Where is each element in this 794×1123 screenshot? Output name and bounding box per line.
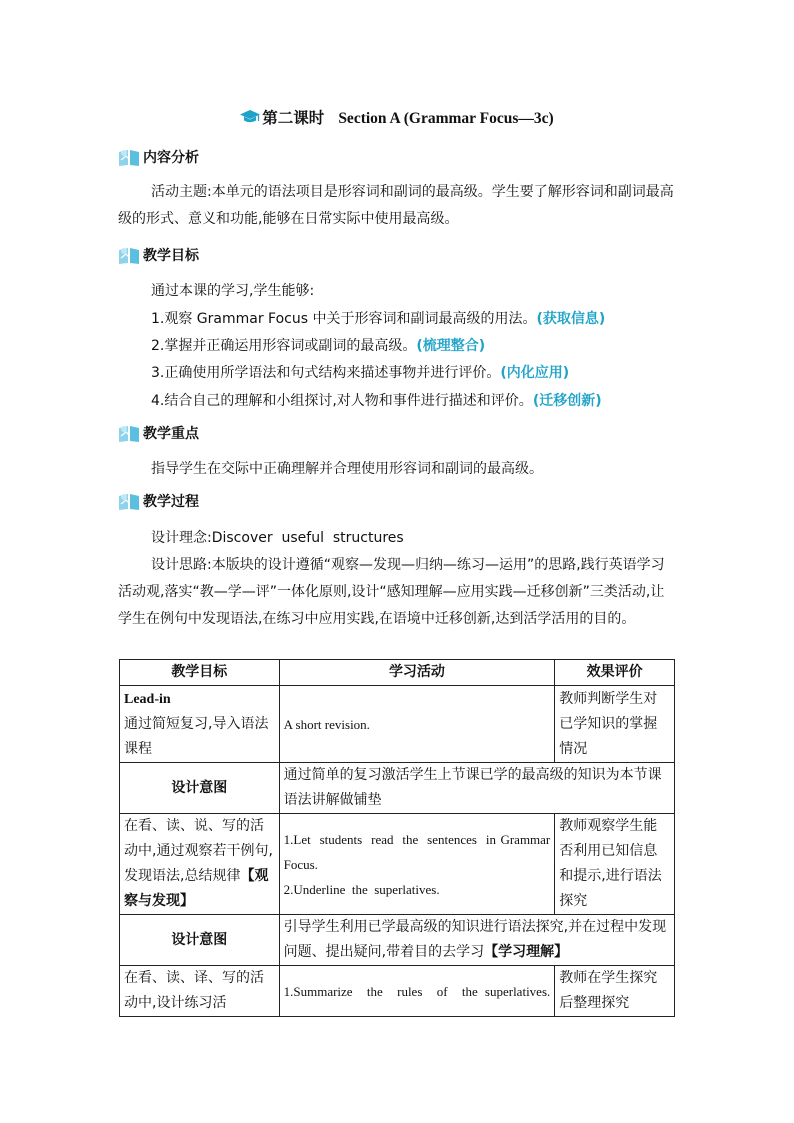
- graduation-cap-icon: [240, 109, 260, 129]
- goal-item: 3.正确使用所学语法和句式结构来描述事物并进行评价。(内化应用): [151, 365, 570, 381]
- title-lesson-number: 第二课时: [262, 109, 325, 127]
- table-cell-eval: 教师在学生探究后整理探究: [555, 966, 675, 1017]
- section-heading-process: [118, 490, 199, 512]
- goal-tag: (迁移创新): [532, 393, 602, 409]
- intent-text: 引导学生利用已学最高级的知识进行语法探究,并在过程中发现问题、提出疑问,带着目的去学习【学习理解】: [279, 915, 674, 966]
- goal-item: 4.结合自己的理解和小组探讨,对人物和事件进行描述和评价。(迁移创新): [151, 393, 602, 409]
- table-cell-activity: [279, 966, 555, 1017]
- table-cell-activity: A short revision.: [279, 686, 555, 763]
- focus-text: 指导学生在交际中正确理解并合理使用形容词和副词的最高级。: [151, 461, 543, 477]
- section-heading-focus: [118, 422, 199, 444]
- goal-tag: (内化应用): [500, 365, 570, 381]
- goal-tag: (获取信息): [536, 311, 606, 327]
- lesson-title: [0, 106, 794, 129]
- book-icon: [118, 423, 140, 443]
- goals-intro: 通过本课的学习,学生能够:: [151, 283, 315, 299]
- goal-item: 2.掌握并正确运用形容词或副词的最高级。(梳理整合): [151, 338, 486, 354]
- table-row: [120, 686, 675, 763]
- goal-text: 在看、读、说、写的活动中,通过观察若干例句,发现语法,总结规律: [124, 818, 273, 884]
- intent-tag: 【学习理解】: [484, 944, 569, 960]
- table-cell-goal: 在看、读、译、写的活动中,设计练习活: [120, 966, 280, 1017]
- table-cell-eval: 教师观察学生能否利用已知信息和提示,进行语法探究: [555, 814, 675, 915]
- section-title: 教学目标: [143, 248, 199, 264]
- table-header-row: [120, 660, 675, 686]
- table-cell-goal: [120, 814, 280, 915]
- section-heading-content: [118, 146, 199, 168]
- intent-label: 设计意图: [120, 763, 280, 814]
- table-row: [120, 966, 675, 1017]
- intent-label: 设计意图: [120, 915, 280, 966]
- table-row: [120, 814, 675, 915]
- book-icon: [118, 147, 140, 167]
- lesson-process-table: [119, 659, 675, 1017]
- lead-in-label: Lead-in: [124, 691, 171, 707]
- activity-line: 1.Summarize the rules of the superlatives.: [283, 983, 551, 999]
- activity-line: 2.Underline the superlatives.: [283, 881, 440, 897]
- table-header: 学习活动: [279, 660, 555, 686]
- title-section: Section A (Grammar Focus—3c): [338, 110, 554, 127]
- goal-item: 1.观察 Grammar Focus 中关于形容词和副词最高级的用法。(获取信息): [151, 311, 606, 327]
- intent-text: 通过简单的复习激活学生上节课已学的最高级的知识为本节课语法讲解做铺垫: [279, 763, 674, 814]
- table-header: 效果评价: [555, 660, 675, 686]
- content-analysis-text: 活动主题:本单元的语法项目是形容词和副词的最高级。学生要了解形容词和副词最高级的形式、意义和功能,能够在日常实际中使用最高级。: [118, 184, 674, 227]
- table-row-intent: [120, 763, 675, 814]
- goal-text: 通过简短复习,导入语法课程: [124, 715, 269, 757]
- design-idea: 设计思路:本版块的设计遵循“观察—发现—归纳—练习—运用”的思路,践行英语学习活动观,落实“教—学—评”一体化原则,设计“感知理解—应用实践—迁移创新”三类活动,让学生在例句中发现语法,在练习中应用实践,在语境中迁移创新,达到活学活用的目的。: [118, 557, 665, 627]
- table-cell-activity: [279, 814, 555, 915]
- section-title: 内容分析: [143, 150, 199, 166]
- table-cell-eval: 教师判断学生对已学知识的掌握情况: [555, 686, 675, 763]
- goal-tag: (梳理整合): [416, 338, 486, 354]
- section-title: 教学重点: [143, 426, 199, 442]
- goal-tag: 【观察与发现】: [124, 868, 269, 909]
- table-row-intent: [120, 915, 675, 966]
- section-heading-goals: [118, 244, 199, 266]
- section-title: 教学过程: [143, 494, 199, 510]
- book-icon: [118, 491, 140, 511]
- design-concept: 设计理念:Discover useful structures: [151, 530, 404, 546]
- table-header: 教学目标: [120, 660, 280, 686]
- book-icon: [118, 245, 140, 265]
- activity-line: 1.Let students read the sentences in Grammar Focus.: [283, 831, 554, 872]
- table-cell-goal: [120, 686, 280, 763]
